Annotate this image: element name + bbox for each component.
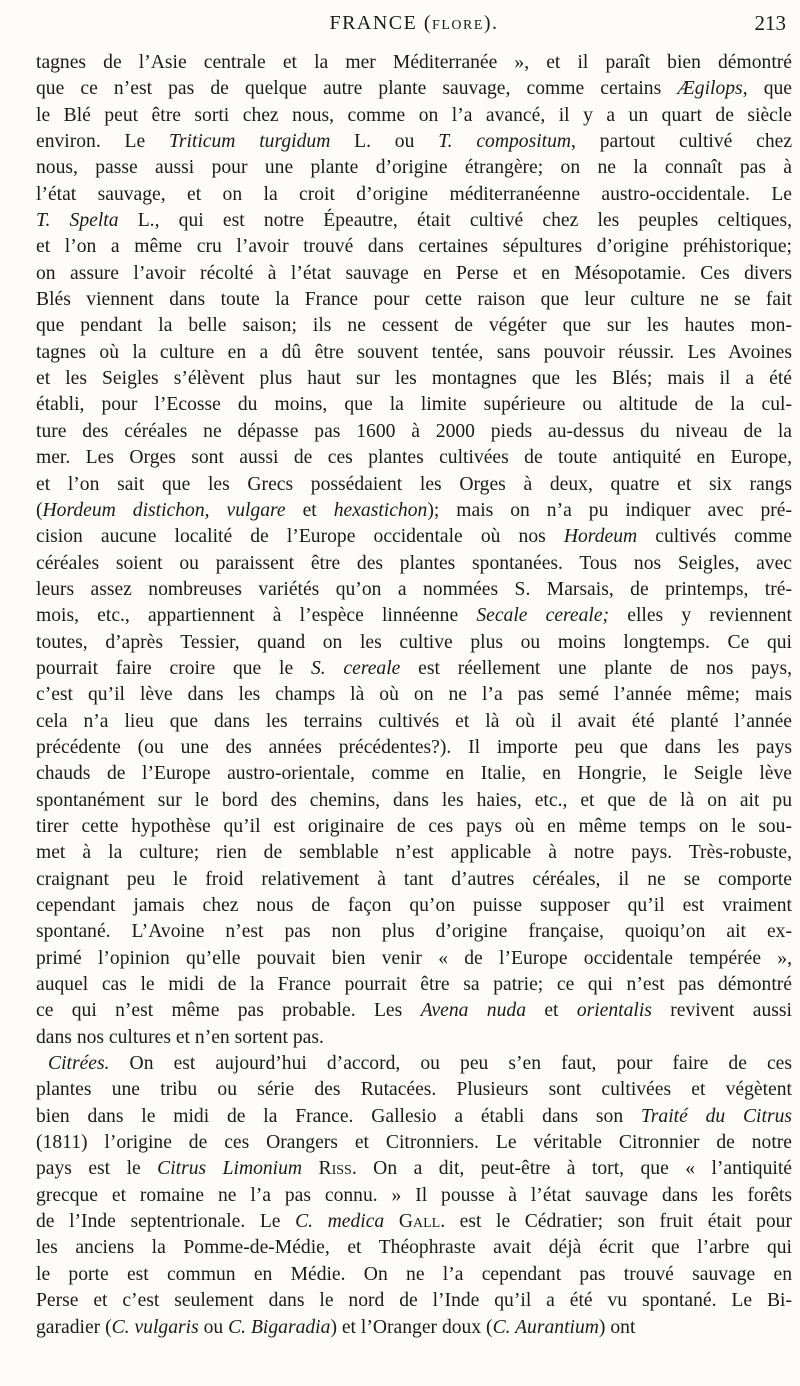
text-span: environ. Le — [36, 131, 170, 153]
text-span: cependant jamais chez nous de façon qu’on puisse supposer qu’il est vraiment — [36, 895, 792, 916]
text-span: ); mais on n’a pu indiquer avec pré- — [427, 499, 792, 521]
text-line — [36, 682, 792, 708]
text-line — [36, 1262, 792, 1288]
text-span: on assure l’avoir récolté à l’état sauvage en Perse et en Mésopotamie. Ces divers — [36, 262, 792, 284]
text-span: Blés viennent dans toute la France pour cette raison que leur culture ne se fait — [36, 289, 792, 311]
text-span: pays est le — [36, 1158, 158, 1180]
text-line — [36, 287, 792, 313]
text-span: elles y reviennent — [609, 605, 792, 627]
text-span: Hordeum distichon, vulgare — [42, 499, 286, 521]
text-span: Gall — [398, 1211, 441, 1233]
text-line — [36, 472, 792, 498]
text-span: céréales soient ou paraissent être des plantes spontanées. Tous nos Seigles, avec — [36, 552, 792, 574]
text-span: pourrait faire croire que le — [36, 657, 311, 679]
text-span: On est aujourd’hui d’accord, ou peu s’en faut, pour faire de ces — [109, 1053, 792, 1075]
text-span: Citrées. — [48, 1053, 110, 1075]
text-span: (1811) l’origine de ces Orangers et Citronniers. Le véritable Citronnier de notre — [36, 1132, 792, 1154]
text-span: tagnes de l’Asie centrale et la mer Méditerranée », et il paraît bien démontré — [36, 52, 792, 73]
text-span: spontané. L’Avoine n’est pas non plus d’origine française, quoiqu’on ait ex- — [36, 921, 792, 943]
text-span: tagnes où la culture en a dû être souvent tentée, sans pouvoir réussir. Les Avoines — [36, 341, 792, 363]
text-span: ) et l’Oranger doux ( — [330, 1316, 493, 1338]
text-line — [36, 1130, 792, 1156]
text-span: tirer cette hypothèse qu’il est originaire de ces pays où en même temps on le sou- — [36, 815, 792, 837]
text-line — [36, 498, 792, 524]
text-span: les anciens la Pomme-de-Médie, et Théophraste avait déjà écrit que l’arbre qui — [36, 1237, 792, 1259]
text-span: . On a dit, peut-être à tort, que « l’antiquité — [351, 1158, 792, 1180]
text-line — [36, 524, 792, 550]
text-span: Ægilops — [677, 78, 743, 100]
text-line — [36, 76, 792, 102]
text-span: le Blé peut être sorti chez nous, comme on l’a avancé, il y a un quart de siècle — [36, 104, 792, 126]
text-span: mer. Les Orges sont aussi de ces plantes cultivées de toute antiquité en Europe, — [36, 447, 792, 469]
text-span: ) ont — [598, 1316, 636, 1338]
text-span: ( — [36, 499, 43, 521]
text-span: T. compositum — [438, 131, 572, 153]
text-span: Triticum turgidum — [169, 131, 331, 153]
text-line — [36, 419, 792, 445]
text-line — [36, 788, 792, 814]
running-header — [36, 6, 792, 40]
text-span: ou — [198, 1316, 229, 1338]
text-line — [36, 1077, 792, 1103]
text-line — [36, 656, 792, 682]
text-line — [36, 735, 792, 761]
text-span: que ce n’est pas de quelque autre plante sauvage, comme certains — [36, 78, 678, 100]
text-span: mois, etc., appartiennent à l’espèce linnéenne — [36, 605, 477, 627]
text-line — [36, 551, 792, 577]
text-span: et — [526, 1000, 577, 1022]
text-span: S. cereale — [310, 657, 401, 679]
text-line — [36, 814, 792, 840]
text-span — [302, 1158, 318, 1179]
text-line — [36, 155, 792, 181]
text-span: et l’on a même cru l’avoir trouvé dans certaines sépultures d’origine préhistorique; — [36, 236, 792, 258]
text-span: établi, pour l’Ecosse du moins, que la limite supérieure ou altitude de la cul- — [36, 394, 792, 416]
text-line — [36, 234, 792, 260]
text-line — [36, 840, 792, 866]
text-line — [36, 1051, 792, 1077]
text-line — [36, 919, 792, 945]
text-line — [36, 972, 792, 998]
text-span: L. ou — [330, 131, 439, 153]
text-line — [36, 893, 792, 919]
text-span: dans nos cultures et n’en sortent pas. — [36, 1026, 324, 1048]
text-span: cultivés comme — [637, 526, 792, 548]
text-line — [36, 946, 792, 972]
text-line — [36, 1315, 792, 1341]
text-span: cela n’a lieu que dans les terrains cultivés et là où il avait été planté l’année — [36, 710, 792, 732]
text-line — [36, 1183, 792, 1209]
text-line — [36, 1235, 792, 1261]
text-line — [36, 1156, 792, 1182]
text-span: ture des céréales ne dépasse pas 1600 à 2000 pieds au-dessus du niveau de la — [36, 420, 792, 442]
page-number: 213 — [754, 11, 786, 35]
text-span: nous, passe aussi pour une plante d’origine étrangère; on ne la connaît pas à — [36, 157, 792, 179]
text-span: de l’Inde septentrionale. Le — [36, 1211, 296, 1233]
text-span: chauds de l’Europe austro-orientale, comme en Italie, en Hongrie, le Seigle lève — [36, 763, 792, 785]
text-span: . est le Cédratier; son fruit était pour — [440, 1211, 792, 1233]
text-line — [36, 103, 792, 129]
body-text — [36, 50, 792, 1341]
text-span: C. vulgaris — [111, 1316, 199, 1338]
text-span: Traité du Citrus — [640, 1105, 792, 1127]
text-line — [36, 1209, 792, 1235]
text-span: met à la culture; rien de semblable n’est applicable à notre pays. Très-robuste, — [36, 842, 792, 864]
text-line — [36, 630, 792, 656]
text-line — [36, 313, 792, 339]
text-span: orientalis — [576, 1000, 652, 1022]
text-span: cision aucune localité de l’Europe occidentale où nos — [36, 526, 564, 548]
text-span: que pendant la belle saison; ils ne cessent de végéter que sur les hautes mon- — [36, 315, 792, 337]
text-span: , partout cultivé chez — [571, 131, 792, 153]
text-line — [36, 1104, 792, 1130]
text-span: Hordeum — [563, 526, 638, 548]
text-line — [36, 208, 792, 234]
text-span: auquel cas le midi de la France pourrait être sa patrie; ce qui n’est pas démontré — [36, 974, 792, 996]
text-span: T. Spelta — [36, 210, 119, 232]
text-line — [36, 709, 792, 735]
text-span: spontanément sur le bord des chemins, dans les haies, etc., et que de là on ait pu — [36, 789, 792, 811]
text-span: bien dans le midi de la France. Gallesio a établi dans son — [36, 1105, 641, 1127]
text-line — [36, 261, 792, 287]
text-span: hexastichon — [333, 499, 428, 521]
text-span: ce qui n’est même pas probable. Les — [36, 1000, 421, 1022]
text-span: L., qui est notre Épeautre, était cultivé chez les peuples celtiques, — [118, 210, 792, 232]
text-span: primé l’opinion qu’elle pouvait bien venir « de l’Europe occidentale tempérée », — [36, 947, 792, 969]
text-span: garadier ( — [36, 1316, 112, 1338]
running-title: FRANCE (flore). — [329, 12, 499, 34]
text-span: craignant peu le froid relativement à tant d’autres céréales, il ne se comporte — [36, 868, 792, 890]
text-span — [384, 1211, 399, 1232]
text-line — [36, 577, 792, 603]
text-line — [36, 867, 792, 893]
text-span: Riss — [318, 1158, 352, 1180]
text-span: Citrus Limonium — [157, 1158, 303, 1180]
text-span: toutes, d’après Tessier, quand on les cultive plus ou moins longtemps. Ce qui — [36, 631, 792, 653]
text-line — [36, 445, 792, 471]
text-line — [36, 50, 792, 76]
text-span: et — [285, 499, 334, 521]
text-line — [36, 1025, 792, 1051]
text-line — [36, 1288, 792, 1314]
text-line — [36, 129, 792, 155]
text-line — [36, 182, 792, 208]
text-span: Avena nuda — [420, 1000, 526, 1022]
text-line — [36, 603, 792, 629]
text-span: plantes une tribu ou série des Rutacées. Plusieurs sont cultivées et végètent — [36, 1079, 792, 1101]
text-span: précédente (ou une des années précédentes?). Il importe peu que dans les pays — [36, 736, 792, 758]
text-span: Perse et c’est seulement dans le nord de l’Inde qu’il a été vu spontané. Le Bi- — [36, 1290, 792, 1312]
text-span: grecque et romaine ne l’a pas connu. » Il pousse à l’état sauvage dans les forêts — [36, 1184, 792, 1206]
text-span: c’est qu’il lève dans les champs là où on ne l’a pas semé l’année même; mais — [36, 684, 792, 706]
text-span: l’état sauvage, et on la croit d’origine méditerranéenne austro-occidentale. Le — [36, 183, 792, 205]
text-line — [36, 366, 792, 392]
text-span: Secale cereale; — [476, 605, 610, 627]
text-line — [36, 340, 792, 366]
text-span: et l’on sait que les Grecs possédaient les Orges à deux, quatre et six rangs — [36, 473, 792, 495]
text-span: le porte est commun en Médie. On ne l’a cependant pas trouvé sauvage en — [36, 1263, 792, 1285]
text-line — [36, 998, 792, 1024]
text-span: C. Aurantium — [492, 1316, 599, 1338]
text-span: revivent aussi — [651, 1000, 792, 1022]
text-span: C. Bigaradia — [228, 1316, 331, 1338]
text-span: C. medica — [295, 1211, 385, 1233]
text-span: leurs assez nombreuses variétés qu’on a nommées S. Marsais, de printemps, tré- — [36, 578, 792, 600]
text-span: est réellement une plante de nos pays, — [400, 657, 792, 679]
text-line — [36, 392, 792, 418]
text-line — [36, 761, 792, 787]
text-span: , que — [742, 78, 792, 100]
text-span: et les Seigles s’élèvent plus haut sur les montagnes que les Blés; mais il a été — [36, 368, 792, 390]
